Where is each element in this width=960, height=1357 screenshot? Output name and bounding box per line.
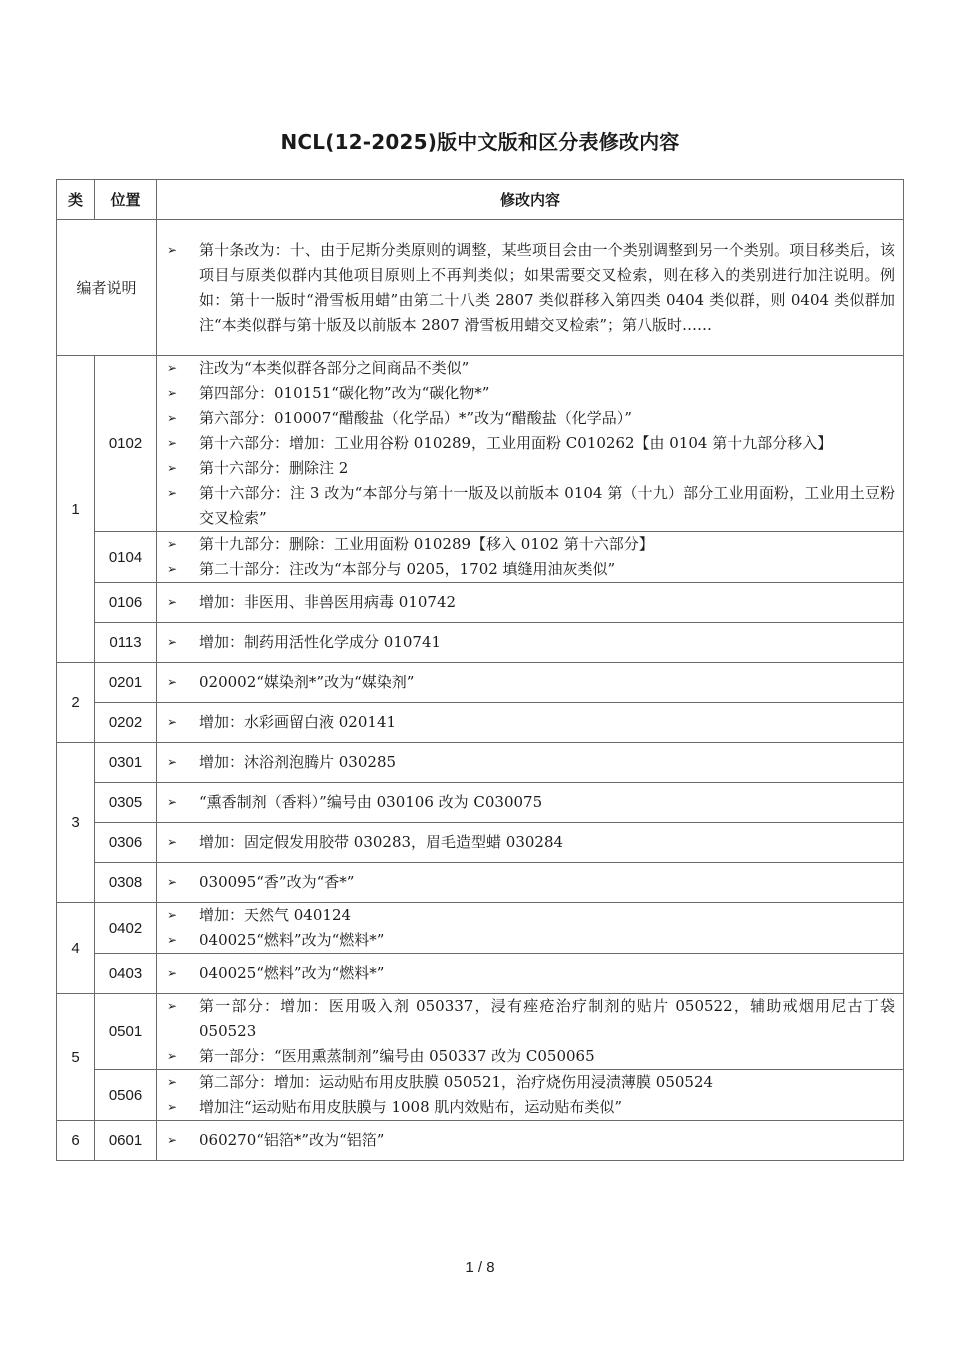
arrow-bullet-icon: ➢ — [167, 933, 178, 947]
change-list — [157, 710, 903, 735]
item-text: 增加：固定假发用胶带 030283，眉毛造型蜡 030284 — [199, 833, 564, 851]
change-list — [157, 961, 903, 986]
arrow-bullet-icon: ➢ — [167, 386, 178, 400]
list-item — [157, 670, 903, 695]
item-text: 第一部分：“医用熏蒸制剂”编号由 050337 改为 C050065 — [199, 1047, 595, 1065]
arrow-bullet-icon: ➢ — [167, 595, 178, 609]
arrow-bullet-icon: ➢ — [167, 537, 178, 551]
position-cell: 0403 — [95, 954, 157, 994]
table-row — [57, 663, 904, 703]
list-item — [157, 1070, 903, 1095]
arrow-bullet-icon: ➢ — [167, 562, 178, 576]
arrow-bullet-icon: ➢ — [167, 835, 178, 849]
list-item — [157, 1095, 903, 1120]
item-text: 第二十部分：注改为“本部分与 0205，1702 填缝用油灰类似” — [199, 560, 616, 578]
class-cell: 5 — [57, 994, 95, 1121]
item-text: 第十六部分：注 3 改为“本部分与第十一版及以前版本 0104 第（十九）部分工业用面粉，工业用土豆粉交叉检索” — [199, 484, 895, 527]
table-row — [57, 954, 904, 994]
table-row — [57, 703, 904, 743]
table-header-row — [57, 180, 904, 220]
item-text: 第四部分：010151“碳化物”改为“碳化物*” — [199, 384, 490, 402]
arrow-bullet-icon: ➢ — [167, 755, 178, 769]
item-text: 注改为“本类似群各部分之间商品不类似” — [199, 359, 470, 377]
arrow-bullet-icon: ➢ — [167, 436, 178, 450]
class-cell: 4 — [57, 903, 95, 994]
arrow-bullet-icon: ➢ — [167, 1075, 178, 1089]
arrow-bullet-icon: ➢ — [167, 875, 178, 889]
arrow-bullet-icon: ➢ — [167, 635, 178, 649]
list-item — [157, 481, 903, 531]
position-cell: 0102 — [95, 356, 157, 532]
change-list — [157, 790, 903, 815]
change-list — [157, 750, 903, 775]
position-cell: 0104 — [95, 532, 157, 583]
list-item — [157, 870, 903, 895]
table-body — [57, 220, 904, 1161]
arrow-bullet-icon: ➢ — [167, 361, 178, 375]
item-text: 第六部分：010007“醋酸盐（化学品）*”改为“醋酸盐（化学品）” — [199, 409, 632, 427]
item-text: 增加：天然气 040124 — [199, 906, 352, 924]
list-item — [157, 994, 903, 1044]
table-row — [57, 903, 904, 954]
changes-table — [56, 179, 904, 1161]
list-item — [157, 961, 903, 986]
change-list — [157, 532, 903, 582]
content-cell — [157, 703, 904, 743]
position-cell: 0601 — [95, 1121, 157, 1161]
list-item — [157, 710, 903, 735]
table-row — [57, 1121, 904, 1161]
content-cell — [157, 583, 904, 623]
arrow-bullet-icon: ➢ — [167, 715, 178, 729]
table-row — [57, 356, 904, 532]
item-text: 增加：水彩画留白液 020141 — [199, 713, 397, 731]
position-cell: 0306 — [95, 823, 157, 863]
arrow-bullet-icon: ➢ — [167, 908, 178, 922]
change-list — [157, 670, 903, 695]
content-cell — [157, 743, 904, 783]
item-text: 第十条改为：十、由于尼斯分类原则的调整，某些项目会由一个类别调整到另一个类别。项目移类后，该项目与原类似群内其他项目原则上不再判类似；如果需要交叉检索，则在移入的类别进行加注说明。例如：第十一版时“滑雪板用蜡”由第二十八类 2807 类似群移入第四类 0404 类似群，则 0404 类似群加注“本类似群与第十版及以前版本 2807 滑雪板用蜡交叉检索”；第八版时…… — [199, 240, 895, 334]
table-row — [57, 1070, 904, 1121]
list-item — [157, 356, 903, 381]
item-text: 增加：非医用、非兽医用病毒 010742 — [199, 593, 457, 611]
list-item — [157, 790, 903, 815]
position-cell: 0308 — [95, 863, 157, 903]
item-text: 增加：制药用活性化学成分 010741 — [199, 633, 442, 651]
change-list — [157, 994, 903, 1069]
change-list — [157, 356, 903, 531]
item-text: 040025“燃料”改为“燃料*” — [199, 964, 385, 982]
list-item — [157, 532, 903, 557]
content-cell — [157, 783, 904, 823]
editor-note-label: 编者说明 — [57, 220, 157, 356]
item-text: 040025“燃料”改为“燃料*” — [199, 931, 385, 949]
table-row — [57, 863, 904, 903]
position-cell: 0305 — [95, 783, 157, 823]
table-row — [57, 783, 904, 823]
content-cell — [157, 356, 904, 532]
change-list — [157, 590, 903, 615]
item-text: 第十六部分：增加：工业用谷粉 010289，工业用面粉 C010262【由 0104 第十九部分移入】 — [199, 434, 833, 452]
change-list — [157, 1128, 903, 1153]
change-list — [157, 870, 903, 895]
arrow-bullet-icon: ➢ — [167, 1100, 178, 1114]
item-text: 060270“铝箔*”改为“铝箔” — [199, 1131, 385, 1149]
item-text: 第一部分：增加：医用吸入剂 050337，浸有痤疮治疗制剂的贴片 050522，辅助戒烟用尼古丁袋 050523 — [199, 997, 895, 1040]
change-list — [157, 830, 903, 855]
position-cell: 0202 — [95, 703, 157, 743]
change-list — [157, 630, 903, 655]
arrow-bullet-icon: ➢ — [167, 966, 178, 980]
position-cell: 0506 — [95, 1070, 157, 1121]
position-cell: 0113 — [95, 623, 157, 663]
list-item — [157, 557, 903, 582]
change-list — [157, 903, 903, 953]
arrow-bullet-icon: ➢ — [167, 1133, 178, 1147]
header-position: 位置 — [95, 180, 157, 220]
item-text: 020002“媒染剂*”改为“媒染剂” — [199, 673, 415, 691]
list-item — [157, 928, 903, 953]
table-row — [57, 623, 904, 663]
content-cell — [157, 863, 904, 903]
position-cell: 0501 — [95, 994, 157, 1070]
list-item — [157, 456, 903, 481]
arrow-bullet-icon: ➢ — [167, 999, 178, 1013]
position-cell: 0301 — [95, 743, 157, 783]
class-cell: 3 — [57, 743, 95, 903]
class-cell: 2 — [57, 663, 95, 743]
list-item — [157, 1128, 903, 1153]
change-list — [157, 1070, 903, 1120]
table-row — [57, 743, 904, 783]
editor-note-row — [57, 220, 904, 356]
arrow-bullet-icon: ➢ — [167, 1049, 178, 1063]
arrow-bullet-icon: ➢ — [167, 242, 178, 257]
list-item — [157, 903, 903, 928]
content-cell — [157, 1121, 904, 1161]
list-item — [157, 750, 903, 775]
arrow-bullet-icon: ➢ — [167, 675, 178, 689]
arrow-bullet-icon: ➢ — [167, 461, 178, 475]
item-text: “熏香制剂（香料）”编号由 030106 改为 C030075 — [199, 793, 543, 811]
arrow-bullet-icon: ➢ — [167, 795, 178, 809]
list-item — [157, 431, 903, 456]
content-cell — [157, 994, 904, 1070]
position-cell: 0402 — [95, 903, 157, 954]
list-item — [157, 406, 903, 431]
item-text: 第二部分：增加：运动贴布用皮肤膜 050521，治疗烧伤用浸渍薄膜 050524 — [199, 1073, 714, 1091]
content-cell — [157, 532, 904, 583]
header-class: 类 — [57, 180, 95, 220]
class-cell: 6 — [57, 1121, 95, 1161]
position-cell: 0106 — [95, 583, 157, 623]
editor-note-content — [157, 220, 904, 356]
list-item — [157, 630, 903, 655]
list-item — [157, 1044, 903, 1069]
class-cell: 1 — [57, 356, 95, 663]
page-indicator: 1 / 8 — [465, 1259, 495, 1276]
item-text: 增加：沐浴剂泡腾片 030285 — [199, 753, 397, 771]
content-cell — [157, 623, 904, 663]
document-title: NCL(12-2025)版中文版和区分表修改内容 — [280, 130, 680, 154]
list-item — [157, 381, 903, 406]
table-row — [57, 583, 904, 623]
table-row — [57, 532, 904, 583]
content-cell — [157, 903, 904, 954]
header-content: 修改内容 — [157, 180, 904, 220]
table-row — [57, 823, 904, 863]
item-text: 030095“香”改为“香*” — [199, 873, 355, 891]
arrow-bullet-icon: ➢ — [167, 411, 178, 425]
item-text: 增加注“运动贴布用皮肤膜与 1008 肌内效贴布，运动贴布类似” — [199, 1098, 623, 1116]
table-row — [57, 994, 904, 1070]
list-item — [157, 830, 903, 855]
content-cell — [157, 823, 904, 863]
content-cell — [157, 663, 904, 703]
list-item — [157, 590, 903, 615]
position-cell: 0201 — [95, 663, 157, 703]
item-text: 第十九部分：删除：工业用面粉 010289【移入 0102 第十六部分】 — [199, 535, 654, 553]
arrow-bullet-icon: ➢ — [167, 486, 178, 500]
content-cell — [157, 954, 904, 994]
list-item — [157, 238, 903, 338]
content-cell — [157, 1070, 904, 1121]
item-text: 第十六部分：删除注 2 — [199, 459, 349, 477]
